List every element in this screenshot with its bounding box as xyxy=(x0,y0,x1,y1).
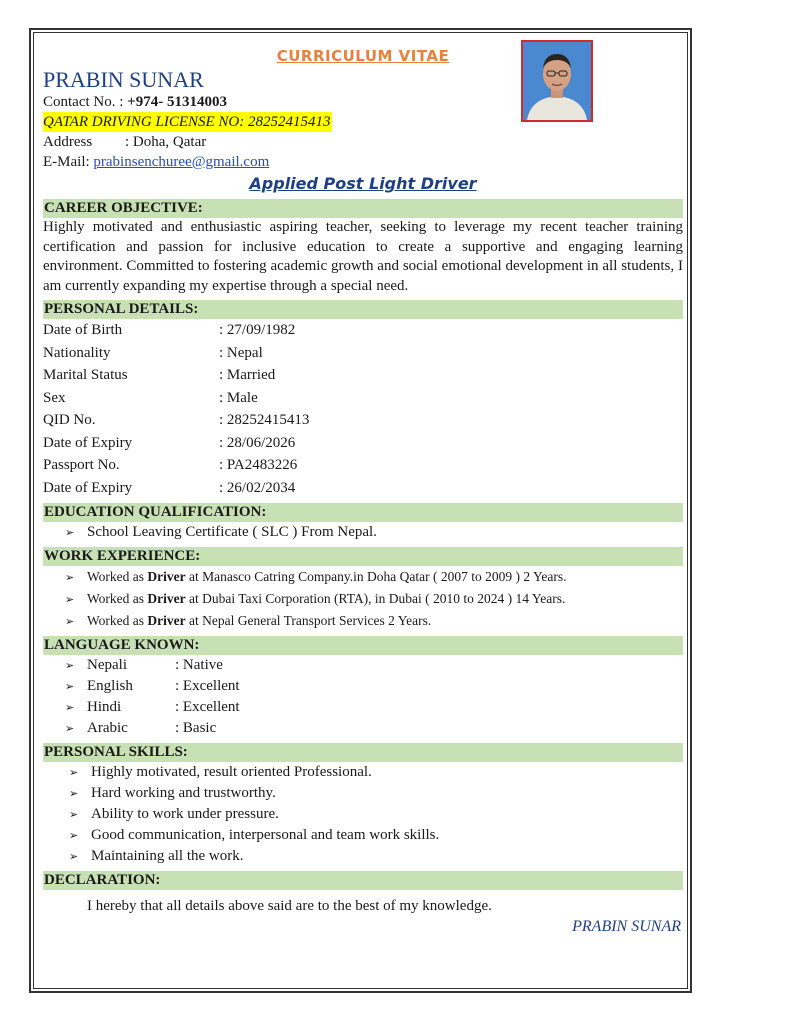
list-item xyxy=(43,676,683,697)
candidate-name: PRABIN SUNAR xyxy=(43,67,204,92)
detail-value: : 28/06/2026 xyxy=(219,434,296,451)
language-name: Arabic xyxy=(87,720,128,736)
language-name: Nepali xyxy=(87,657,127,673)
personal-details-list xyxy=(43,319,683,499)
skill-item: Highly motivated, result oriented Professional. xyxy=(91,764,372,780)
work-prefix: Worked as xyxy=(87,569,148,584)
section-work-experience: WORK EXPERIENCE: xyxy=(43,547,683,566)
languages-list xyxy=(43,655,683,739)
detail-row xyxy=(43,387,683,410)
resume-page xyxy=(43,40,683,938)
detail-row xyxy=(43,409,683,432)
detail-row xyxy=(43,477,683,500)
language-level: : Native xyxy=(175,657,223,673)
detail-key: Marital Status xyxy=(43,367,128,383)
work-role: Driver xyxy=(147,569,186,584)
address-label: Address xyxy=(43,134,93,150)
detail-value: : 28252415413 xyxy=(219,412,310,428)
detail-key: Passport No. xyxy=(43,457,120,473)
section-declaration: DECLARATION: xyxy=(43,871,683,890)
detail-key: Date of Birth xyxy=(43,322,123,338)
language-level: : Excellent xyxy=(175,699,240,715)
list-item xyxy=(43,655,683,676)
declaration-text: I hereby that all details above said are to the best of my knowledge. xyxy=(87,898,492,914)
arrow-bullet-icon: ➢ xyxy=(65,593,75,606)
list-item xyxy=(43,804,683,825)
cv-title: CURRICULUM VITAE xyxy=(276,47,450,65)
work-item xyxy=(87,588,565,609)
detail-row xyxy=(43,342,683,365)
detail-value: : 26/02/2034 xyxy=(219,479,296,496)
section-personal-details: PERSONAL DETAILS: xyxy=(43,300,683,319)
skills-list xyxy=(43,762,683,867)
address-line xyxy=(43,132,683,152)
section-personal-skills: PERSONAL SKILLS: xyxy=(43,743,683,762)
arrow-bullet-icon: ➢ xyxy=(65,615,75,628)
skill-item: Ability to work under pressure. xyxy=(91,806,279,822)
language-name: Hindi xyxy=(87,699,122,715)
applied-post: Applied Post Light Driver xyxy=(249,174,477,193)
arrow-bullet-icon: ➢ xyxy=(65,701,75,714)
arrow-bullet-icon: ➢ xyxy=(69,808,79,821)
work-item xyxy=(87,566,566,587)
list-item xyxy=(43,697,683,718)
list-item xyxy=(43,825,683,846)
email-label: E-Mail: xyxy=(43,154,94,170)
email-line xyxy=(43,152,683,172)
work-detail: at Dubai Taxi Corporation (RTA), in Dubai ( 2010 to 2024 ) 14 Years. xyxy=(185,591,566,606)
skill-item: Maintaining all the work. xyxy=(91,848,244,864)
license-line xyxy=(43,112,683,132)
language-level: : Excellent xyxy=(175,678,240,694)
detail-value: : Married xyxy=(219,367,276,383)
skill-item: Good communication, interpersonal and team work skills. xyxy=(91,827,440,843)
detail-key: Date of Expiry xyxy=(43,479,133,496)
arrow-bullet-icon: ➢ xyxy=(65,722,75,735)
work-role: Driver xyxy=(147,591,186,606)
list-item xyxy=(43,588,683,610)
list-item xyxy=(43,762,683,783)
arrow-bullet-icon: ➢ xyxy=(65,526,75,539)
work-role: Driver xyxy=(147,613,186,628)
detail-value: : PA2483226 xyxy=(219,457,298,473)
list-item xyxy=(43,846,683,867)
detail-row xyxy=(43,319,683,342)
arrow-bullet-icon: ➢ xyxy=(69,850,79,863)
list-item xyxy=(43,783,683,804)
list-item xyxy=(43,718,683,739)
section-languages: LANGUAGE KNOWN: xyxy=(43,636,683,655)
list-item xyxy=(43,610,683,632)
education-item: School Leaving Certificate ( SLC ) From Nepal. xyxy=(87,524,377,540)
driving-license: QATAR DRIVING LICENSE NO: 28252415413 xyxy=(43,114,331,130)
career-objective-text: Highly motivated and enthusiastic aspiring teacher, seeking to leverage my recent teacher training certification and passion for inclusive education to create a supportive and engaging learning environment. Committed to fostering academic growth and social emotional development in all students, I am currently expanding my expertise through a special need. xyxy=(43,219,683,294)
detail-value: : 27/09/1982 xyxy=(219,322,296,338)
detail-row xyxy=(43,364,683,387)
arrow-bullet-icon: ➢ xyxy=(69,766,79,779)
work-prefix: Worked as xyxy=(87,591,148,606)
signature-name: PRABIN SUNAR xyxy=(572,918,681,935)
detail-value: : Nepal xyxy=(219,344,263,361)
arrow-bullet-icon: ➢ xyxy=(65,571,75,584)
list-item xyxy=(43,566,683,588)
email-link[interactable]: prabinsenchuree@gmail.com xyxy=(93,154,270,170)
arrow-bullet-icon: ➢ xyxy=(69,787,79,800)
arrow-bullet-icon: ➢ xyxy=(69,829,79,842)
work-detail: at Manasco Catring Company.in Doha Qatar ( 2007 to 2009 ) 2 Years. xyxy=(185,569,567,584)
detail-row xyxy=(43,432,683,455)
work-prefix: Worked as xyxy=(87,613,148,628)
detail-key: Date of Expiry xyxy=(43,434,133,451)
list-item xyxy=(43,522,683,543)
detail-row xyxy=(43,454,683,477)
contact-value: +974- 51314003 xyxy=(127,94,227,110)
work-item xyxy=(87,610,431,631)
detail-value: : Male xyxy=(219,389,258,406)
detail-key: Sex xyxy=(43,389,66,406)
detail-key: Nationality xyxy=(43,344,111,361)
arrow-bullet-icon: ➢ xyxy=(65,659,75,672)
language-level: : Basic xyxy=(175,720,217,736)
address-value: : Doha, Qatar xyxy=(125,134,207,150)
language-name: English xyxy=(87,678,133,694)
skill-item: Hard working and trustworthy. xyxy=(91,785,276,801)
detail-key: QID No. xyxy=(43,412,96,428)
section-career-objective: CAREER OBJECTIVE: xyxy=(43,199,683,218)
arrow-bullet-icon: ➢ xyxy=(65,680,75,693)
section-education: EDUCATION QUALIFICATION: xyxy=(43,503,683,522)
contact-line xyxy=(43,92,683,112)
work-detail: at Nepal General Transport Services 2 Years. xyxy=(185,613,432,628)
contact-label: Contact No. : xyxy=(43,94,128,110)
